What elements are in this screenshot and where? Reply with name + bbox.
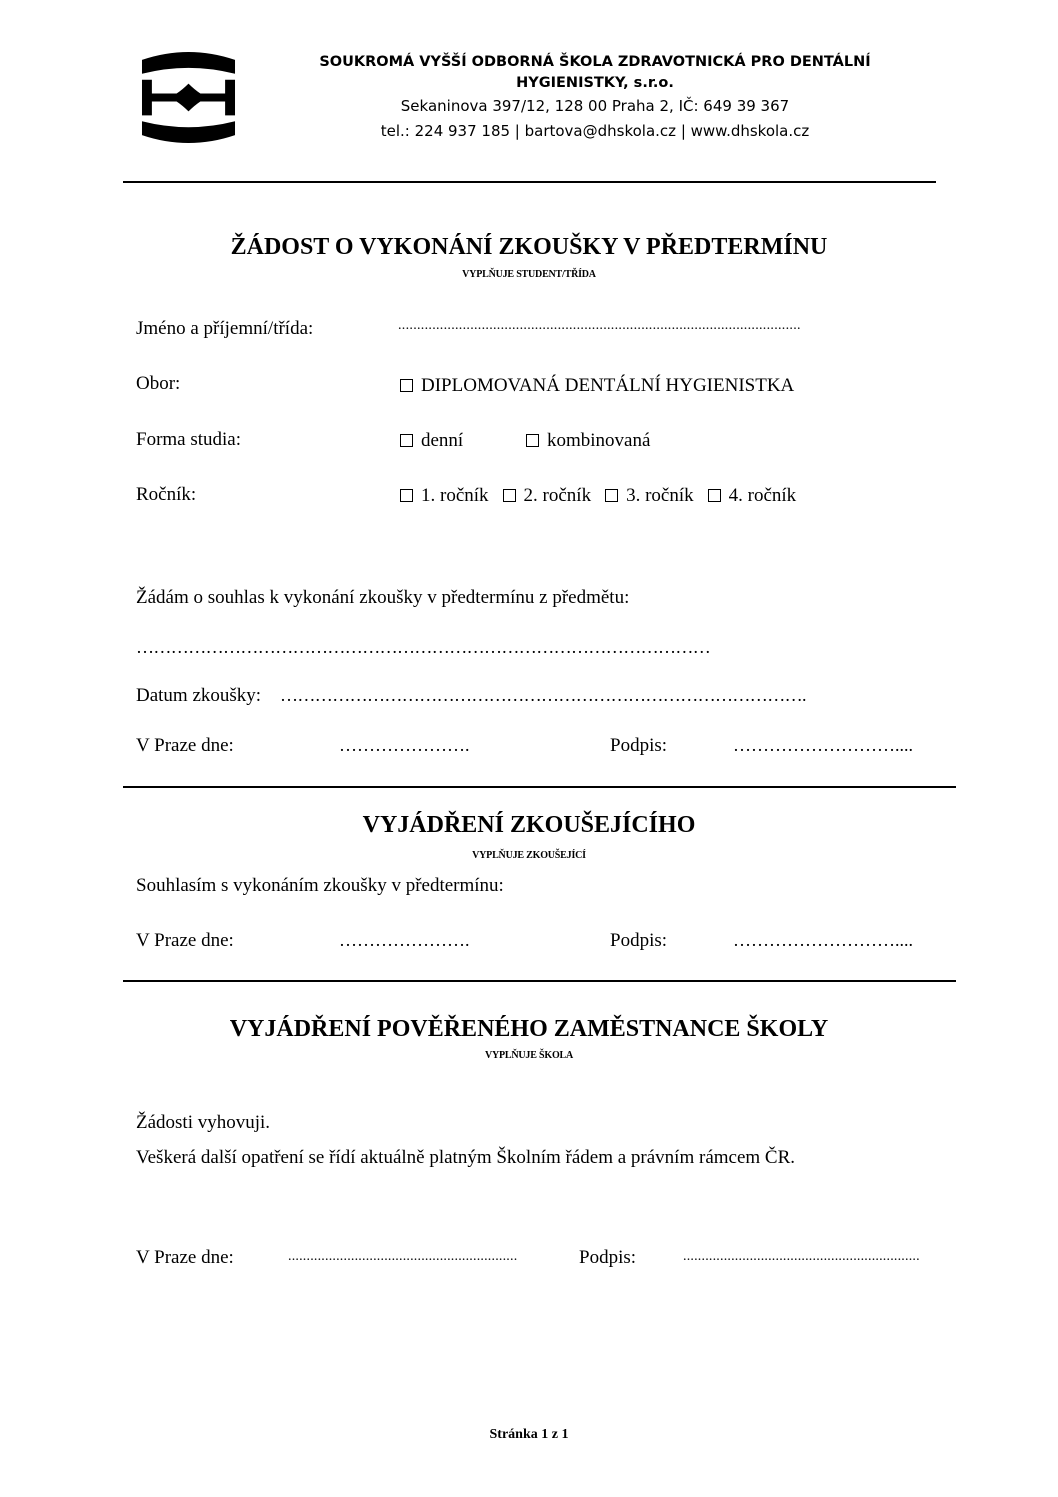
rocnik-checkbox-1[interactable] [400,485,489,506]
datum-field[interactable]: ………………………………………………………………………………. [280,685,806,705]
rocnik-checkbox-4[interactable] [708,485,797,506]
forma-checkbox-kombinovana[interactable] [526,430,650,452]
place-date-field[interactable]: …………………. [339,930,470,950]
obor-option-label: DIPLOMOVANÁ DENTÁLNÍ HYGIENISTKA [421,375,795,396]
school-name-line2: HYGIENISTKY, s.r.o. [516,75,674,91]
signature-field[interactable]: ……………………….... [733,930,913,950]
rocnik-checkbox-3[interactable] [605,485,694,506]
checkbox-icon [526,434,539,447]
datum-label: Datum zkoušky: [136,685,262,706]
checkbox-icon [400,489,413,502]
checkbox-icon [400,434,413,447]
section2-divider [123,980,956,982]
forma-option-label: kombinovaná [547,430,651,451]
place-date-field[interactable]: .............................................................. [288,1249,518,1264]
obor-label: Obor: [136,373,181,394]
section1-title: ŽÁDOST O VYKONÁNÍ ZKOUŠKY V PŘEDTERMÍNU [230,234,828,260]
name-label: Jméno a příjemní/třída: [136,318,314,339]
checkbox-icon [708,489,721,502]
section3-subtitle: VYPLŇUJE ŠKOLA [484,1050,574,1061]
name-field[interactable]: .......................................................................................................... [398,318,801,333]
rocnik-label: Ročník: [136,484,197,505]
rocnik-options [400,485,810,507]
header-divider [123,181,936,183]
consent-text: Souhlasím s vykonáním zkoušky v předtermínu: [136,875,504,896]
rocnik-checkbox-2[interactable] [503,485,592,506]
subject-field[interactable]: ……………………………………………………………………………………… [136,637,711,657]
rocnik-option-label: 3. ročník [626,485,694,506]
signature-field[interactable]: ……………………….... [733,735,913,755]
place-date-field[interactable]: …………………. [339,735,470,755]
forma-label: Forma studia: [136,429,242,450]
place-label: V Praze dne: [136,930,234,951]
section2-subtitle: VYPLŇUJE ZKOUŠEJÍCÍ [472,850,586,861]
sign-label: Podpis: [610,735,668,756]
school-logo [139,50,238,145]
checkbox-icon [605,489,618,502]
school-contact: tel.: 224 937 185 | bartova@dhskola.cz | www.dhskola.cz [380,122,810,140]
section3-title: VYJÁDŘENÍ POVĚŘENÉHO ZAMĚSTNANCE ŠKOLY [229,1016,829,1042]
checkbox-icon [503,489,516,502]
rocnik-option-label: 1. ročník [421,485,489,506]
place-label: V Praze dne: [136,735,234,756]
regulation-text: Veškerá další opatření se řídí aktuálně platným Školním řádem a právním rámcem ČR. [136,1147,796,1168]
section1-divider [123,786,956,788]
forma-checkbox-denni[interactable] [400,430,463,452]
section2-title: VYJÁDŘENÍ ZKOUŠEJÍCÍHO [362,812,696,838]
checkbox-icon [400,379,413,392]
place-label: V Praze dne: [136,1247,234,1268]
rocnik-option-label: 2. ročník [523,485,592,506]
approval-text: Žádosti vyhovuji. [136,1112,271,1133]
sign-label: Podpis: [579,1247,637,1268]
school-name-line1: SOUKROMÁ VYŠŠÍ ODBORNÁ ŠKOLA ZDRAVOTNICKÁ PRO DENTÁLNÍ [319,54,871,70]
obor-checkbox-dh[interactable] [400,375,794,397]
sign-label: Podpis: [610,930,668,951]
request-text: Žádám o souhlas k vykonání zkoušky v předtermínu z předmětu: [136,587,630,608]
rocnik-option-label: 4. ročník [728,485,797,506]
forma-option-label: denní [421,430,464,451]
page-number: Stránka 1 z 1 [489,1427,569,1442]
school-address: Sekaninova 397/12, 128 00 Praha 2, IČ: 649 39 367 [400,97,790,115]
section1-subtitle: VYPLŇUJE STUDENT/TŘÍDA [462,269,596,280]
signature-field[interactable]: ................................................................ [683,1249,920,1264]
